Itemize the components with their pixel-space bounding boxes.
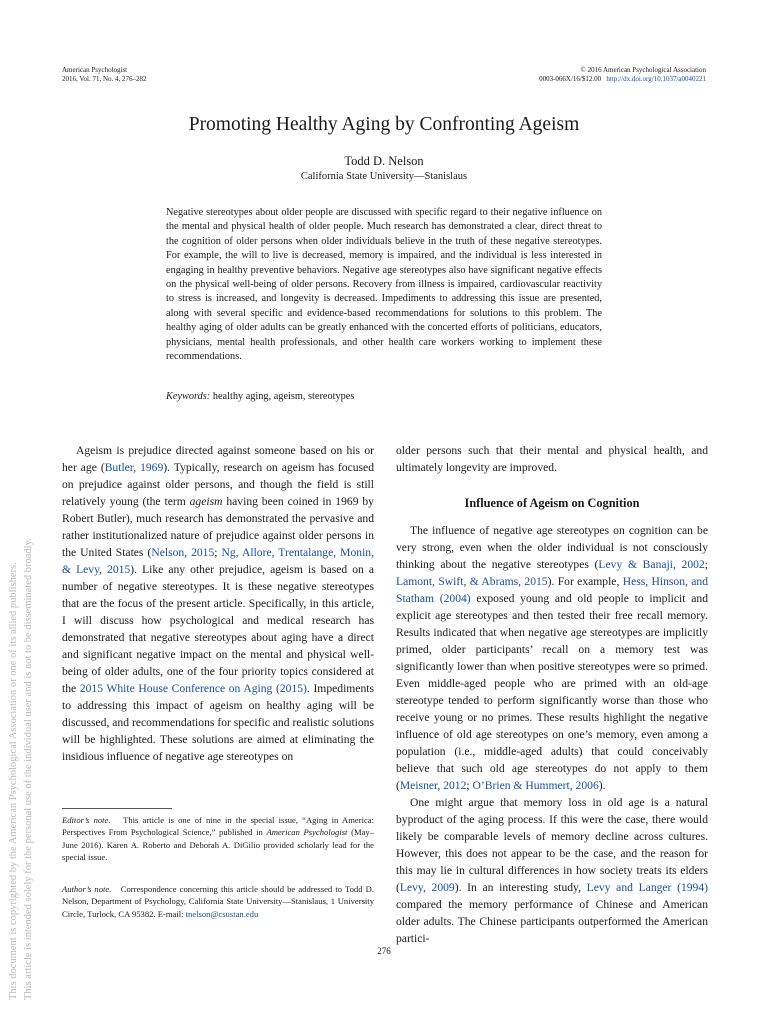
text-run: ). In an interesting study, — [454, 881, 587, 894]
journal-name: American Psychologist — [62, 66, 128, 74]
abstract: Negative stereotypes about older people are discussed with specific regard to their negative influence on the mental and physical health of older people. Much research has demonstrated a clear, direct threat to the cognition of older persons when older individuals believe in the truth of these negative stereotypes. For example, the will to live is decreased, memory is impaired, and the individual is less interested in engaging in healthy preventive behaviors. Negative age stereotypes also have significant negative effects on the physical well-being of older persons. Recovery from illness is impaired, cardiovascular reactivity to stress is increased, and longevity is decreased. Impediments to addressing this issue are presented, along with several specific and evidence-based recommendations for solutions to this problem. The healthy aging of older adults can be greatly enhanced with the concerted efforts of politicians, educators, physicians, mental health professionals, and other health care workers working to implement these recommendations. — [166, 207, 602, 363]
memory-paragraph — [396, 794, 708, 947]
editor-note — [62, 814, 374, 863]
text-run: Correspondence concerning this article should be addressed to Todd D. Nelson, Department of Psychology, California State University—Stanislaus, 1 University Circle, Turlock, CA 95382. E-mail: — [62, 884, 374, 919]
text-run: . Impediments to addressing this impact of ageism on healthy aging will be discussed, and recommendations for specific and realistic solutions will be highlighted. These solutions are aimed at eliminating the insidious influence of negative age stereotypes on — [62, 682, 374, 763]
text-run: Ageism is prejudice directed against someone based on his or her age ( — [62, 444, 374, 474]
citation-link[interactable]: Butler, 1969 — [104, 461, 164, 474]
text-run: ). For example, — [547, 575, 623, 588]
citation-link[interactable]: O’Brien & Hummert, 2006 — [472, 779, 599, 792]
text-run: compared the memory performance of Chinese and American older adults. The Chinese participants outperformed the American partici- — [396, 898, 708, 945]
keywords-text: healthy aging, ageism, stereotypes — [212, 391, 355, 402]
price-doi-line — [539, 75, 706, 84]
page-number: 276 — [377, 946, 391, 956]
cognition-paragraph — [396, 522, 708, 794]
footnote-divider — [62, 808, 172, 809]
citation-link[interactable]: Levy and Langer (1994) — [586, 881, 708, 894]
journal-title-italic: American Psychologist — [266, 827, 348, 838]
text-run: having been coined in 1969 by Robert Butler), much research has demonstrated the pervasive and rather institutionalized nature of prejudice against older persons in the United States ( — [62, 495, 374, 559]
text-run: ). Typically, research on ageism has focused on prejudice against older persons, and though the field is still relatively young (the term — [62, 461, 374, 508]
footnote-label: Author’s note. — [62, 884, 112, 894]
text-run: One might argue that memory loss in old age is a natural byproduct of the aging process. If this were the case, there would likely be comparable levels of memory decline across cultures. However, this does not appear to be the case, and the reason for this may lie in cultural differences in how society treats its elders ( — [396, 796, 708, 894]
doi-link[interactable]: http://dx.doi.org/10.1037/a0040221 — [606, 74, 706, 83]
citation-link[interactable]: Levy, 2009 — [399, 881, 455, 894]
text-run: ; — [214, 546, 222, 559]
section-heading: Influence of Ageism on Cognition — [464, 496, 640, 510]
article-title: Promoting Healthy Aging by Confronting Ageism — [188, 114, 580, 135]
left-column — [62, 442, 374, 765]
author-name: Todd D. Nelson — [344, 154, 424, 168]
text-run: exposed young and old people to implicit and explicit age stereotypes and then tested their free recall memory. Results indicated that when negative age stereotypes are implicitly primed, older participants’ recall on a memory test was significantly lower than when positive stereotypes were so primed. Even middle-aged people who are primed with an old-age stereotype tended to perform significantly worse than those who receive young or no primes. These results highlight the negative influence of old age stereotypes on one’s memory, even among a population (i.e., middle-aged adults) that could conceivably believe that such old age stereotypes do not apply to them ( — [396, 592, 708, 792]
side-note-line-1: This document is copyrighted by the American Psychological Association or one of its allied publishers. — [8, 562, 19, 1000]
text-run: (May–June 2016). Karen A. Roberto and Deborah A. DiGilio provided scholarly lead for the special issue. — [62, 827, 374, 862]
keywords — [166, 391, 602, 402]
copyright-header — [539, 66, 706, 83]
citation-link[interactable]: Meisner, 2012 — [399, 779, 467, 792]
citation-link[interactable]: Lamont, Swift, & Abrams, 2015 — [396, 575, 548, 588]
copyright-side-note — [6, 280, 36, 1000]
citation-link[interactable]: Hess, Hinson, and Statham (2004) — [396, 575, 708, 605]
text-run: This article is one of nine in the special issue, “Aging in America: Perspectives From Psychological Science,” published in — [62, 815, 374, 838]
footnote-label: Editor’s note. — [62, 815, 111, 825]
author-note — [62, 883, 374, 920]
text-run: ). Like any other prejudice, ageism is based on a number of negative stereotypes. It is these negative stereotypes that are the focus of the present article. Specifically, in this article, I will discuss how psychological and medical research has demonstrated that negative stereotypes about aging have a direct and significant negative impact on the mental and physical well-being of older adults, one of the four priority topics considered at the — [62, 563, 374, 695]
copyright: © 2016 American Psychological Association — [580, 66, 706, 74]
author-affiliation: California State University—Stanislaus — [300, 171, 468, 182]
side-note-line-2: This article is intended solely for the personal use of the individual user and is not to be disseminated broadly. — [23, 538, 34, 1000]
citation-link[interactable]: Ng, Allore, Trentalange, Monin, & Levy, 2015 — [62, 546, 374, 576]
citation-link[interactable]: Nelson, 2015 — [151, 546, 215, 559]
keywords-label: Keywords: — [166, 391, 211, 402]
text-run: ; — [704, 558, 708, 571]
citation-link[interactable]: Levy & Banaji, 2002 — [598, 558, 705, 571]
continued-paragraph: older persons such that their mental and physical health, and ultimately longevity are improved. — [396, 444, 708, 474]
journal-header — [62, 66, 147, 83]
emphasis-term: ageism — [189, 495, 223, 508]
intro-paragraph — [62, 442, 374, 765]
citation-link[interactable]: 2015 White House Conference on Aging (2015) — [79, 682, 307, 695]
text-run: The influence of negative age stereotypes on cognition can be very strong, even when the older individual is not consciously thinking about the negative stereotypes ( — [396, 524, 708, 571]
right-column — [396, 442, 708, 947]
text-run: ; — [466, 779, 473, 792]
volume-info: 2016, Vol. 71, No. 4, 276–282 — [62, 74, 147, 83]
email-link[interactable]: tnelson@csustan.edu — [185, 908, 259, 919]
price-code: 0003-066X/16/$12.00 — [539, 74, 602, 83]
text-run: ). — [598, 779, 606, 792]
